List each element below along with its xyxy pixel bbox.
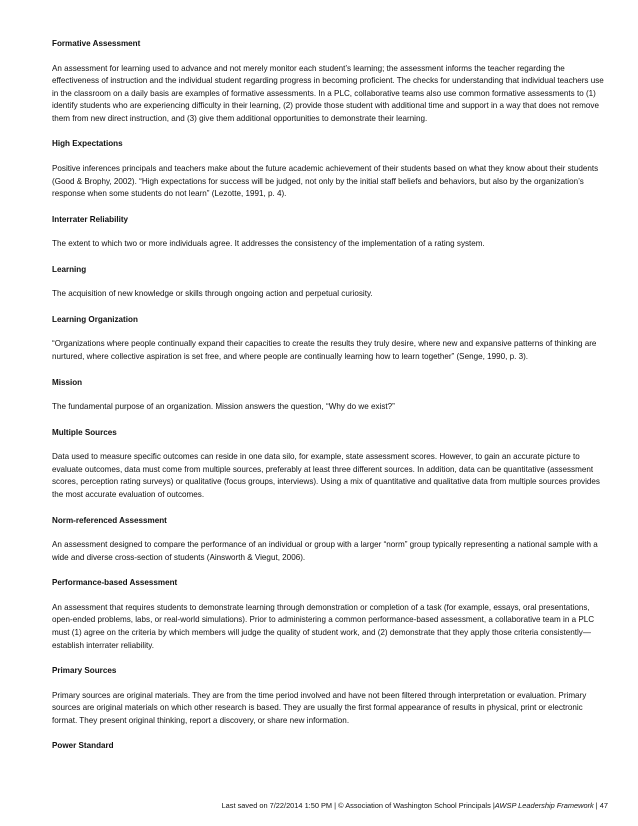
glossary-term: Formative Assessment [52, 39, 141, 48]
footer-text: Last saved on 7/22/2014 1:50 PM | © Association of Washington School Principals | [221, 801, 495, 810]
glossary-entry-power-standard [52, 740, 608, 752]
glossary-definition: The acquisition of new knowledge or skills through ongoing action and perpetual curiosity. [52, 289, 373, 299]
glossary-definition: Data used to measure specific outcomes can reside in one data silo, for example, state assessment scores. However, to gain an accurate picture to evaluate outcomes, data must come from multiple sources, preferably at least three different sources. In addition, data can be quantitative (assessment scores, perception rating surveys) or qualitative (focus groups, interviews). Using a mix of quantitative and qualitative data from multiple sources provides the most accurate evaluation of outcomes. [52, 452, 600, 499]
footer-framework-title: AWSP Leadership Framework [494, 801, 594, 810]
glossary-term: Multiple Sources [52, 427, 117, 437]
glossary-term: Interrater Reliability [52, 214, 129, 224]
glossary-definition: The extent to which two or more individuals agree. It addresses the consistency of the implementation of a rating system. [52, 239, 485, 249]
glossary-entry-formative-assessment [52, 38, 608, 125]
glossary-entry-mission [52, 377, 608, 414]
glossary-definition: An assessment that requires students to demonstrate learning through demonstration or completion of a task (for example, essays, oral presentations, open-ended problems, labs, or real-world simulations). Prior to administering a common performance-based assessment, a collaborative team in a PLC must (1) agree on the criteria by which members will judge the quality of student work, and (2) demonstrate that they apply those criteria consistently—establish interrater reliability. [52, 602, 595, 650]
glossary-term: Learning Organization [52, 314, 138, 324]
glossary-term: Power Standard [52, 741, 114, 751]
glossary-definition: Positive inferences principals and teachers make about the future academic achievement of their students based on what they know about their students (Good & Brophy, 2002). “High expectations for success will be judged, not only by the initial staff beliefs and behaviors, but also by the organization’s response when some students do not learn” (Lezotte, 1991, p. 4). [52, 163, 599, 199]
document-page [52, 38, 608, 765]
glossary-entry-interrater-reliability [52, 214, 608, 251]
glossary-entry-primary-sources [52, 665, 608, 727]
glossary-term: High Expectations [52, 139, 123, 149]
glossary-entry-performance-based-assessment [52, 577, 608, 652]
glossary-definition: An assessment designed to compare the performance of an individual or group with a larger “norm” group typically representing a national sample with a wide and diverse cross-section of students (Ainsworth & Viegut, 2006). [52, 540, 598, 562]
glossary-term: Learning [52, 264, 87, 274]
glossary-definition: Primary sources are original materials. They are from the time period involved and have not been filtered through interpretation or evaluation. Primary sources are original materials on which other research is based. They are usually the first formal appearance of results in physical, print or electronic format. They present original thinking, report a discovery, or share new information. [52, 690, 587, 725]
page-footer [0, 801, 638, 811]
glossary-entry-multiple-sources [52, 427, 608, 502]
glossary-entry-high-expectations [52, 138, 608, 200]
glossary-term: Performance-based Assessment [52, 578, 178, 588]
glossary-term: Mission [52, 377, 83, 387]
glossary-definition: “Organizations where people continually expand their capacities to create the results they truly desire, where new and expansive patterns of thinking are nurtured, where collective aspiration is set free, and where people are continually learning how to learn together” (Senge, 1990, p. 3). [52, 339, 597, 362]
glossary-term: Primary Sources [52, 666, 117, 676]
glossary-term: Norm-referenced Assessment [52, 515, 167, 525]
footer-page-number: | 47 [593, 801, 608, 810]
glossary-definition: An assessment for learning used to advance and not merely monitor each student’s learning; the assessment informs the teacher regarding the effectiveness of instruction and the individual student regarding progress in becoming proficient. The checks for understanding that individual teachers use in the classroom on a daily basis are examples of formative assessments. In a PLC, collaborative teams also use common formative assessments to (1) identify students who are experiencing difficulty in their learning, (2) provide those student with additional time and support in a way that does not remove them from new direct instruction, and (3) give them additional opportunities to demonstrate their learning. [52, 63, 604, 123]
glossary-entry-norm-referenced-assessment [52, 515, 608, 565]
glossary-definition: The fundamental purpose of an organization. Mission answers the question, “Why do we exist?” [52, 402, 395, 412]
glossary-entry-learning [52, 264, 608, 301]
glossary-entry-learning-organization [52, 314, 608, 364]
